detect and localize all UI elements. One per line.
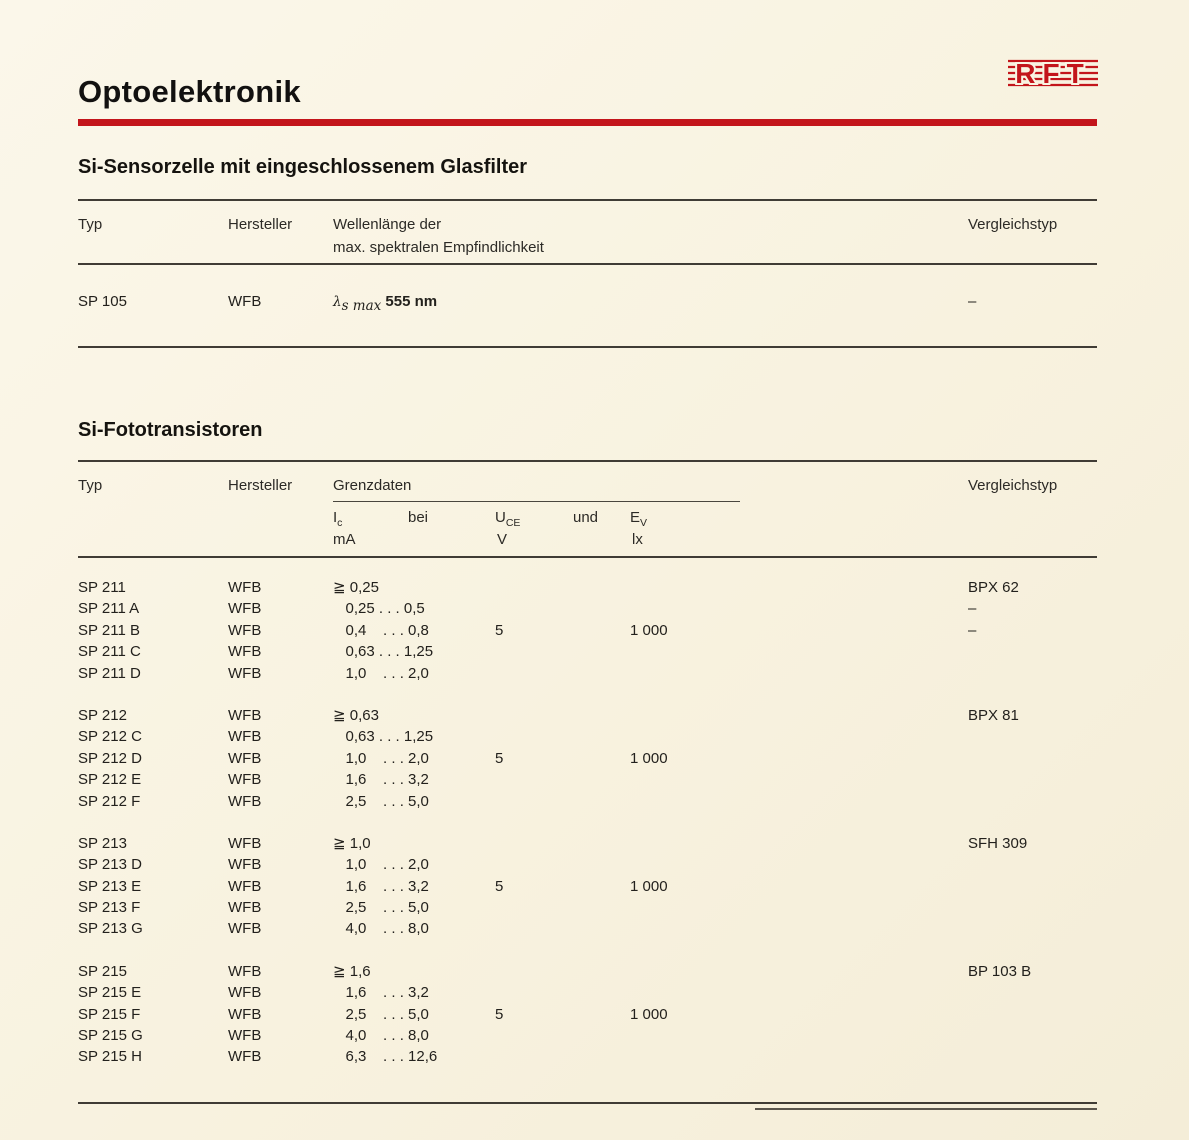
cell-vergleichstyp — [968, 769, 1097, 790]
table-row — [78, 769, 1097, 790]
ft-row-group — [78, 833, 1097, 940]
cell-ev — [630, 598, 968, 619]
lambda-value: 555 nm — [385, 293, 438, 310]
cell-uce — [495, 705, 630, 726]
cell-ev — [630, 791, 968, 812]
cell-typ: SP 215 G — [78, 1027, 143, 1045]
cell-ev — [630, 769, 968, 790]
cell-grenzdaten-ic: 2,5 . . . 5,0 — [333, 899, 429, 917]
cell-vergleichstyp: BPX 81 — [968, 706, 1019, 724]
cell-ev — [630, 663, 968, 684]
cell-grenzdaten-ic: 0,4 . . . 0,8 — [333, 621, 429, 639]
cell-uce — [495, 791, 630, 812]
cell-hersteller: WFB — [228, 1005, 262, 1023]
cell-hersteller: WFB — [228, 579, 262, 596]
lambda-symbol: λ — [333, 294, 342, 310]
table1-cell-hersteller: WFB — [228, 293, 262, 310]
cell-hersteller: WFB — [228, 920, 262, 938]
table-row — [78, 982, 1097, 1003]
cell-hersteller: WFB — [228, 706, 262, 724]
cell-uce: 5 — [495, 621, 504, 639]
table-row — [78, 1004, 1097, 1025]
ev-symbol: E — [630, 509, 641, 526]
cell-typ: SP 212 D — [78, 749, 142, 767]
cell-ev — [630, 918, 968, 939]
table-row — [78, 641, 1097, 662]
cell-uce — [495, 577, 630, 598]
cell-grenzdaten-ic: 4,0 . . . 8,0 — [333, 1027, 429, 1045]
cell-uce — [495, 598, 630, 619]
table-row — [78, 833, 1097, 854]
table-row — [78, 663, 1097, 684]
cell-typ: SP 211 A — [78, 600, 140, 618]
subcol-und: und — [573, 509, 599, 526]
ev-subscript: V — [640, 517, 648, 529]
cell-ev — [630, 854, 968, 875]
cell-vergleichstyp — [968, 748, 1097, 769]
cell-vergleichstyp — [968, 918, 1097, 939]
cell-hersteller: WFB — [228, 856, 262, 874]
cell-grenzdaten-ic: ≧ 1,0 — [333, 834, 371, 852]
table1-cell-typ: SP 105 — [78, 293, 127, 310]
cell-hersteller: WFB — [228, 728, 262, 746]
table1-cell-vergleichstyp: – — [968, 293, 977, 310]
table2-col-typ: Typ — [78, 477, 103, 494]
ft-row-group — [78, 705, 1097, 812]
cell-hersteller: WFB — [228, 1048, 262, 1066]
unit-ma: mA — [333, 531, 356, 548]
cell-uce — [495, 1046, 630, 1067]
uce-subscript: CE — [505, 517, 521, 529]
table-row — [78, 961, 1097, 982]
cell-grenzdaten-ic: 1,0 . . . 2,0 — [333, 856, 429, 874]
table-row — [78, 577, 1097, 598]
cell-typ: SP 213 — [78, 834, 127, 852]
cell-ev — [630, 961, 968, 982]
cell-typ: SP 211 B — [78, 621, 140, 639]
table2-header-rule — [78, 556, 1097, 558]
subcol-ev — [630, 509, 647, 529]
page-title: Optoelektronik — [78, 74, 301, 109]
cell-ev — [630, 982, 968, 1003]
table2-col-hersteller: Hersteller — [228, 477, 293, 494]
table1-bottom-rule — [78, 346, 1097, 348]
table-row — [78, 918, 1097, 939]
cell-uce: 5 — [495, 877, 504, 895]
cell-hersteller: WFB — [228, 664, 262, 682]
table1-col-vergleichstyp: Vergleichstyp — [968, 216, 1058, 233]
cell-hersteller: WFB — [228, 771, 262, 789]
cell-hersteller: WFB — [228, 792, 262, 810]
ic-symbol: I — [333, 509, 338, 526]
page-bottom-rule-2 — [755, 1108, 1097, 1110]
cell-grenzdaten-ic: 2,5 . . . 5,0 — [333, 792, 429, 810]
cell-hersteller: WFB — [228, 984, 262, 1002]
table-row — [78, 876, 1097, 897]
table2-col-vergleichstyp: Vergleichstyp — [968, 477, 1058, 494]
cell-typ: SP 212 C — [78, 728, 142, 746]
cell-vergleichstyp — [968, 663, 1097, 684]
cell-uce — [495, 641, 630, 662]
cell-vergleichstyp — [968, 1025, 1097, 1046]
cell-vergleichstyp — [968, 791, 1097, 812]
cell-typ: SP 212 F — [78, 792, 141, 810]
cell-vergleichstyp: – — [968, 621, 977, 639]
page-bottom-rule — [78, 1102, 1097, 1104]
table-row — [78, 897, 1097, 918]
cell-grenzdaten-ic: 6,3 . . . 12,6 — [333, 1048, 438, 1066]
table-row — [78, 1025, 1097, 1046]
cell-hersteller: WFB — [228, 962, 262, 980]
subcol-uce — [495, 509, 520, 529]
cell-grenzdaten-ic: 1,0 . . . 2,0 — [333, 664, 429, 682]
cell-vergleichstyp: – — [968, 600, 977, 618]
cell-vergleichstyp — [968, 726, 1097, 747]
table-row — [78, 705, 1097, 726]
subcol-ic — [333, 509, 342, 529]
unit-v: V — [497, 531, 508, 548]
uce-symbol: U — [495, 509, 506, 526]
cell-ev — [630, 641, 968, 662]
table-row — [78, 748, 1097, 769]
cell-vergleichstyp: BPX 62 — [968, 579, 1019, 596]
cell-hersteller: WFB — [228, 899, 262, 917]
cell-ev — [630, 705, 968, 726]
cell-uce — [495, 854, 630, 875]
cell-uce — [495, 726, 630, 747]
cell-hersteller: WFB — [228, 877, 262, 895]
cell-grenzdaten-ic: ≧ 1,6 — [333, 962, 371, 980]
cell-typ: SP 215 E — [78, 984, 142, 1002]
table1-header-rule — [78, 263, 1097, 265]
cell-vergleichstyp: SFH 309 — [968, 834, 1028, 852]
cell-typ: SP 211 — [78, 579, 126, 596]
rft-logo — [1007, 52, 1099, 97]
cell-hersteller: WFB — [228, 621, 262, 639]
cell-uce — [495, 982, 630, 1003]
cell-uce — [495, 833, 630, 854]
table-row — [78, 854, 1097, 875]
cell-hersteller: WFB — [228, 834, 262, 852]
cell-vergleichstyp — [968, 1046, 1097, 1067]
table-row — [78, 791, 1097, 812]
cell-typ: SP 211 C — [78, 643, 141, 661]
cell-grenzdaten-ic: 4,0 . . . 8,0 — [333, 920, 429, 938]
cell-grenzdaten-ic: ≧ 0,63 — [333, 706, 379, 724]
cell-uce — [495, 961, 630, 982]
table1-col-typ: Typ — [78, 216, 103, 233]
subcol-bei: bei — [408, 509, 429, 526]
cell-typ: SP 213 D — [78, 856, 142, 874]
cell-grenzdaten-ic: 1,6 . . . 3,2 — [333, 984, 429, 1002]
cell-uce — [495, 769, 630, 790]
table1-col-wellenlaenge-2: max. spektralen Empfindlichkeit — [333, 239, 544, 256]
cell-hersteller: WFB — [228, 643, 262, 661]
cell-grenzdaten-ic: 0,63 . . . 1,25 — [333, 643, 434, 661]
ft-rows — [78, 577, 1097, 1089]
table2-col-grenzdaten: Grenzdaten — [333, 477, 412, 494]
cell-uce — [495, 897, 630, 918]
lambda-subscript: s max — [341, 298, 382, 314]
rft-logo-text: RFT — [1015, 58, 1091, 89]
cell-ev: 1 000 — [630, 621, 668, 639]
unit-lx: lx — [632, 531, 643, 548]
cell-vergleichstyp — [968, 876, 1097, 897]
cell-grenzdaten-ic: 1,6 . . . 3,2 — [333, 877, 429, 895]
cell-grenzdaten-ic: 1,0 . . . 2,0 — [333, 749, 429, 767]
cell-hersteller: WFB — [228, 749, 262, 767]
table2-top-rule — [78, 460, 1097, 462]
cell-uce — [495, 918, 630, 939]
cell-hersteller: WFB — [228, 1027, 262, 1045]
cell-grenzdaten-ic: 0,63 . . . 1,25 — [333, 728, 434, 746]
cell-typ: SP 213 F — [78, 899, 141, 917]
rft-logo-graphic — [1007, 52, 1099, 92]
cell-typ: SP 215 H — [78, 1048, 142, 1066]
cell-ev: 1 000 — [630, 1005, 668, 1023]
cell-typ: SP 213 E — [78, 877, 142, 895]
cell-typ: SP 211 D — [78, 664, 141, 682]
cell-vergleichstyp — [968, 854, 1097, 875]
cell-ev — [630, 897, 968, 918]
cell-ev: 1 000 — [630, 749, 668, 767]
table1-col-wellenlaenge-1: Wellenlänge der — [333, 216, 442, 233]
cell-grenzdaten-ic: 0,25 . . . 0,5 — [333, 600, 425, 618]
cell-hersteller: WFB — [228, 600, 262, 618]
cell-ev — [630, 1046, 968, 1067]
ft-row-group — [78, 961, 1097, 1068]
cell-grenzdaten-ic: 2,5 . . . 5,0 — [333, 1005, 429, 1023]
cell-typ: SP 212 — [78, 706, 127, 724]
cell-uce: 5 — [495, 749, 504, 767]
cell-vergleichstyp — [968, 641, 1097, 662]
section-title-fototransistoren: Si-Fototransistoren — [78, 419, 263, 441]
cell-typ: SP 213 G — [78, 920, 143, 938]
cell-vergleichstyp — [968, 1004, 1097, 1025]
table-row — [78, 598, 1097, 619]
cell-vergleichstyp — [968, 982, 1097, 1003]
cell-vergleichstyp — [968, 897, 1097, 918]
table-row — [78, 620, 1097, 641]
cell-ev — [630, 1025, 968, 1046]
ic-subscript: c — [337, 517, 343, 529]
section-title-sensorzelle: Si-Sensorzelle mit eingeschlossenem Glasfilter — [78, 156, 528, 178]
table1-cell-wellenlaenge — [333, 293, 437, 314]
cell-vergleichstyp: BP 103 B — [968, 962, 1032, 980]
table1-top-rule — [78, 199, 1097, 201]
table1-col-hersteller: Hersteller — [228, 216, 293, 233]
grenzdaten-underline — [333, 501, 740, 502]
cell-ev — [630, 726, 968, 747]
cell-uce — [495, 663, 630, 684]
cell-grenzdaten-ic: 1,6 . . . 3,2 — [333, 771, 429, 789]
cell-ev — [630, 577, 968, 598]
cell-ev — [630, 833, 968, 854]
table-row — [78, 726, 1097, 747]
cell-typ: SP 212 E — [78, 771, 142, 789]
cell-uce — [495, 1025, 630, 1046]
title-red-rule — [78, 119, 1097, 126]
cell-uce: 5 — [495, 1005, 504, 1023]
cell-typ: SP 215 F — [78, 1005, 141, 1023]
ft-row-group — [78, 577, 1097, 684]
cell-ev: 1 000 — [630, 877, 668, 895]
table-row — [78, 1046, 1097, 1067]
cell-grenzdaten-ic: ≧ 0,25 — [333, 579, 379, 596]
cell-typ: SP 215 — [78, 962, 127, 980]
